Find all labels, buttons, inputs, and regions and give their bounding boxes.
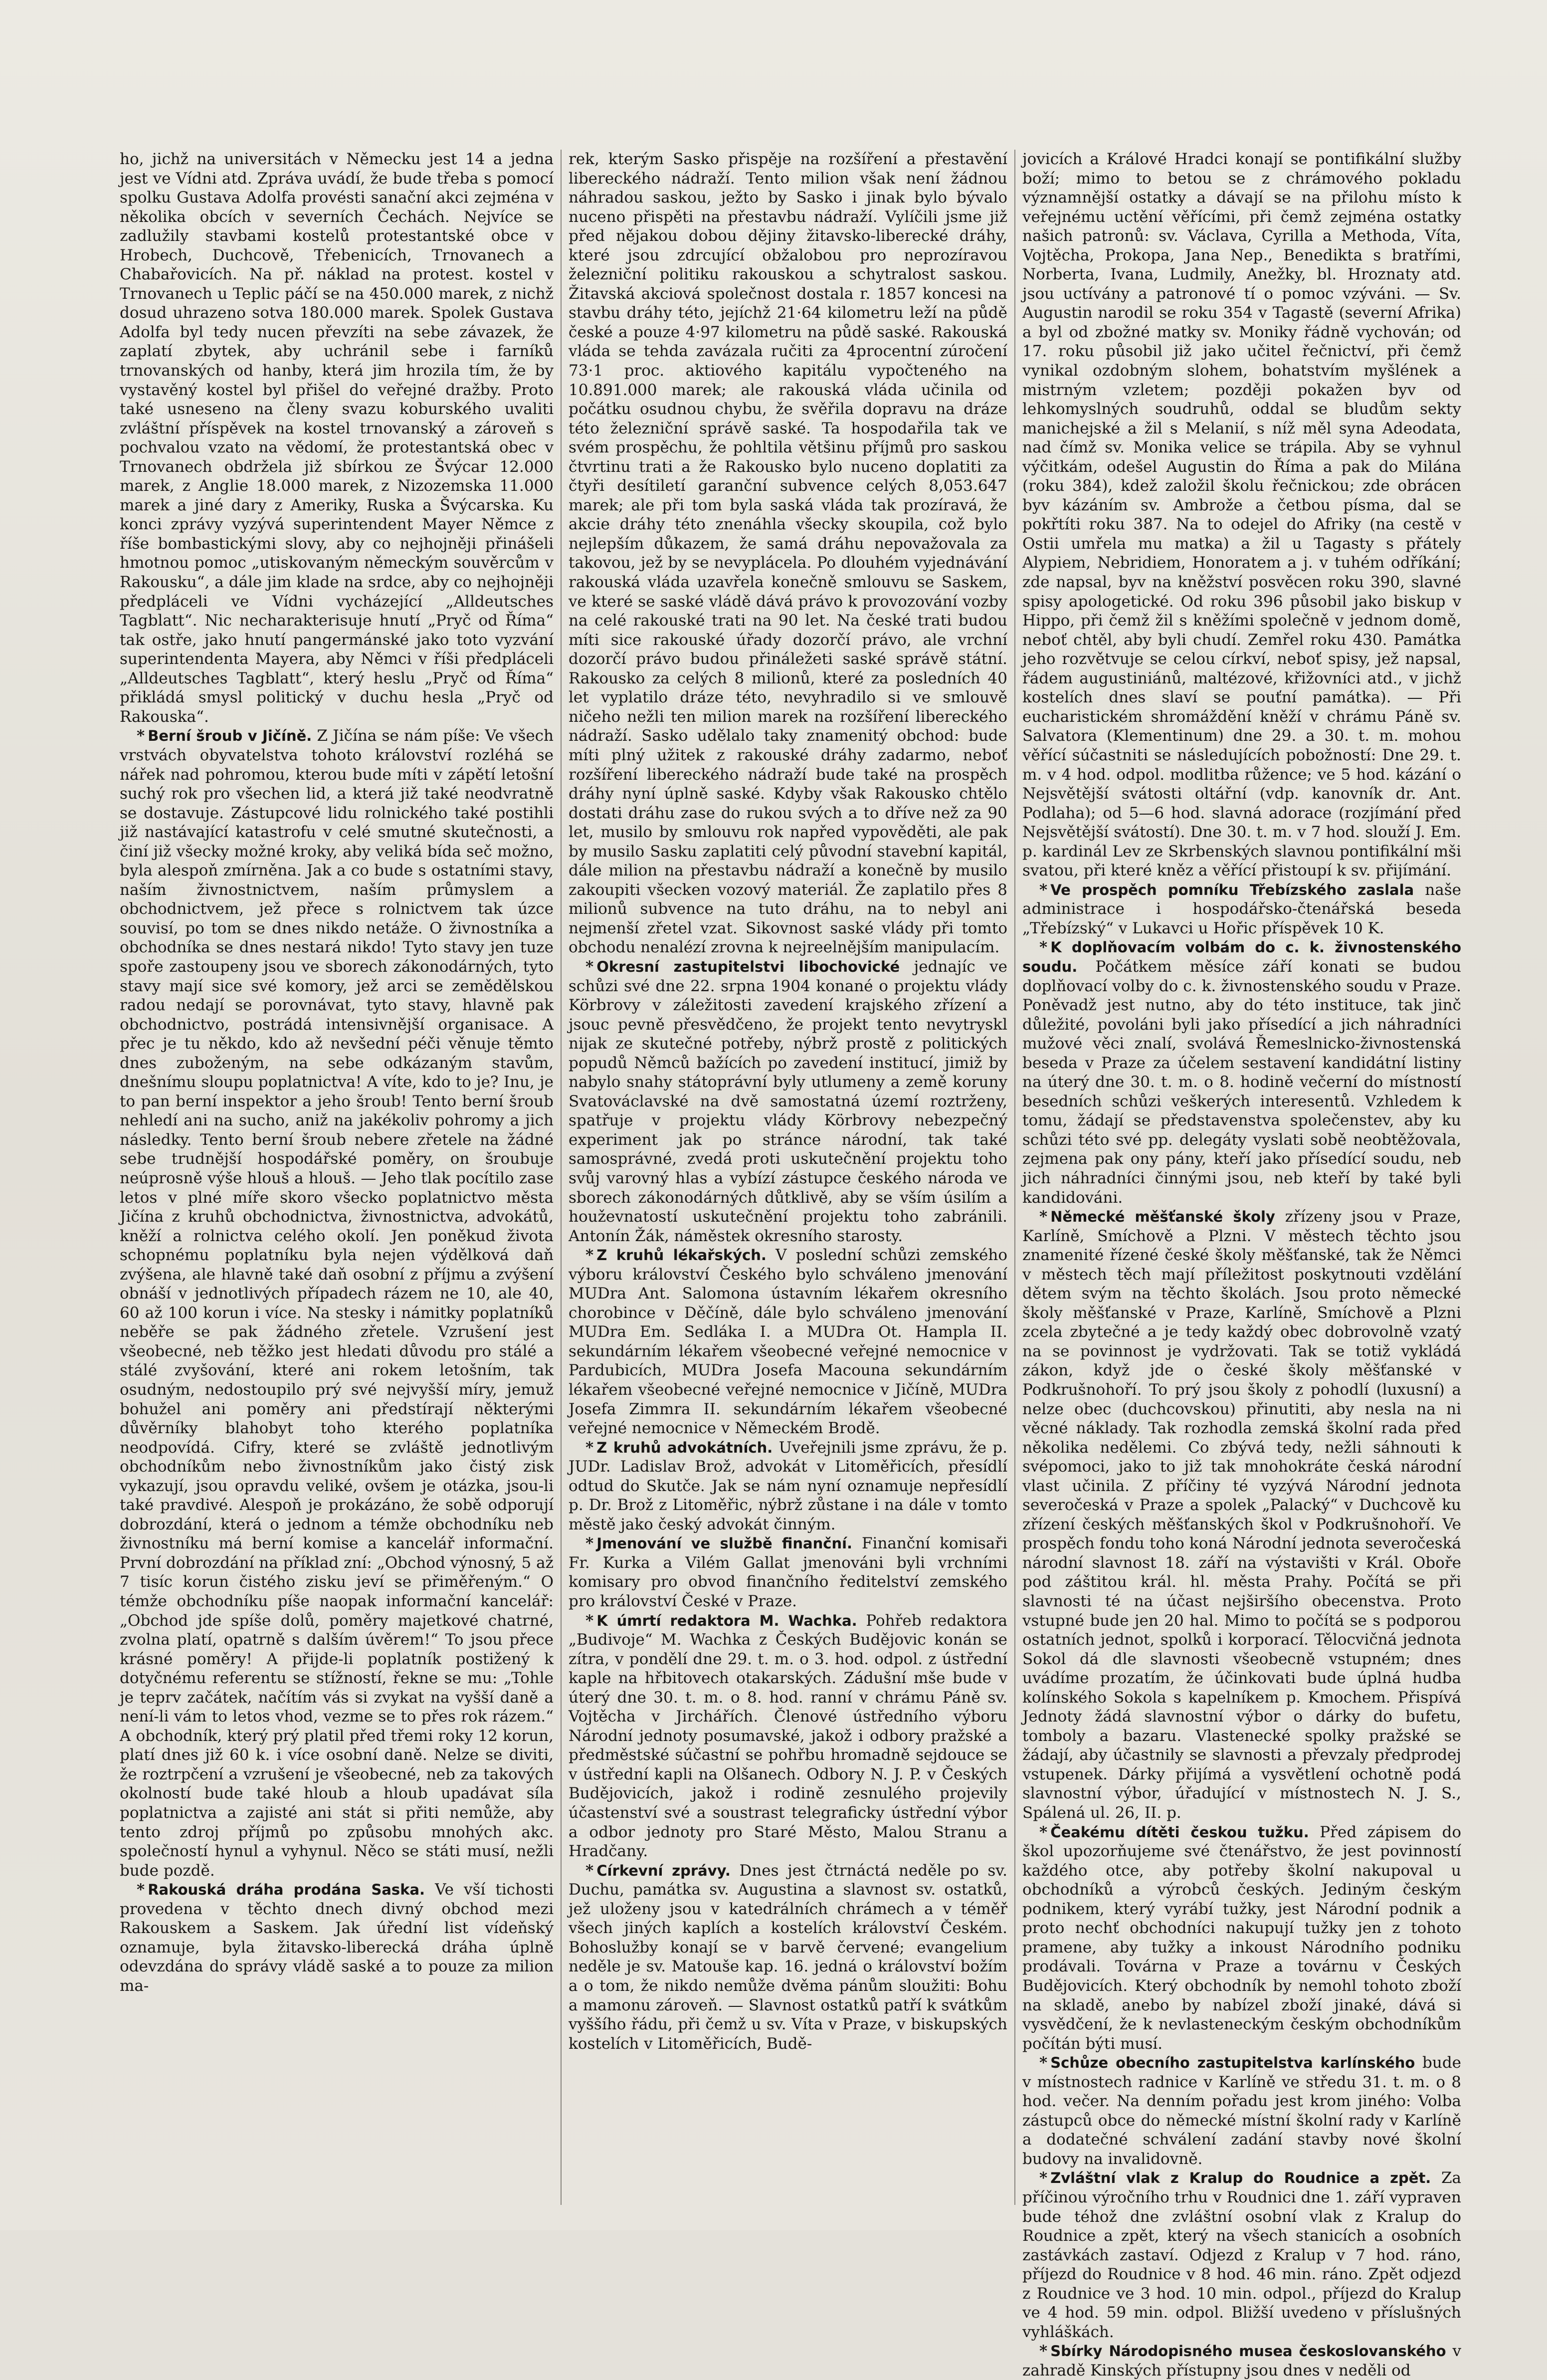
article-heading: Německé měšťanské školy [1050,1208,1275,1226]
article: * Schůze obecního zastupitelstva karlínského bude v místnostech radnice v Karlíně ve středu 31. t. m. o 8 hod. večer. Na denním pořadu jest krom jiného: Volba zástupců obce do německé místní školní rady v Karlíně a dodatečné schválení zadání stavby nové školní budovy na invalidovně. [1022,2054,1462,2168]
article: * Sbírky Národopisného musea českoslovanského v zahradě Kinských přístupny jsou dnes v neděli od [1022,2342,1462,2380]
article-body: jednajíc ve schůzi své dne 22. srpna 1904 konané o projektu vlády Körbrovy v záležitosti zavedení krajského zřízení a jsouc pevně přesvědčeno, že projekt tento nevytryskl nijak ze skutečné potřeby, nýbrž prostě z politických popudů Němců bažících po zavedení institucí, jimiž by nabylo snahy státoprávní byly utlumeny a země koruny Svatováclavské na dvě samostatná území roztrženy, spatřuje v projektu vlády Körbrovy nebezpečný experiment jak po stránce národní, tak také samosprávné, zvedá proti uskutečnění projektu toho svůj varovný hlas a vybízí zástupce českého národa ve sborech zákonodárných důtklivě, aby se vším úsilím a houževnatostí uskutečnění projektu toho zabránili. Antonín Žák, náměstek okresního starosty. [569,957,1007,1245]
column-rule [1014,150,1015,2205]
article: * Čeakému dítěti českou tužku. Před zápisem do škol upozorňujeme své čtenářstvo, že jest povinností každého otce, aby potřeby školní nakupoval u obchodníků a výrobců českých. Jediným českým podnikem, který vyrábí tužky, jest Národní podnik a proto nechť obchodníci nakupují tužky jen z tohoto pramene, aby tužky a inkoust Národního podniku prodávali. Továrna v Praze a továrnu v Českých Budějovicích. Který obchodník by nemohl tohoto zboží na skladě, anebo by nabízel zboží jinaké, dává si vysvědčení, že k nevlasteneckým českým obchodníkům počítán býti musí. [1022,1823,1461,2053]
article-heading: Zvláštní vlak z Kralup do Roudnice a zpět. [1050,2169,1431,2187]
article-body: Ve vší tichosti provedena v těchto dnech divný obchod mezi Rakouskem a Saskem. Jak úřední list vídeňský oznamuje, byla žitavsko-liberecká dráha úplně odevzdána do správy vládě saské a to pouze za milion ma- [120,1881,554,1995]
article-body: Finanční komisaři Fr. Kurka a Vilém Gallat jmenováni byli vrchními komisary pro obvod finančního ředitelství zemského pro království České v Praze. [569,1534,1007,1611]
article: * Okresní zastupitelstvi libochovické jednajíc ve schůzi své dne 22. srpna 1904 konané o projektu vlády Körbrovy v záležitosti zavedení krajského zřízení a jsouc pevně přesvědčeno, že projekt tento nevytryskl nijak ze skutečné potřeby, nýbrž prostě z politických popudů Němců bažících po zavedení institucí, jimiž by nabylo snahy státoprávní byly utlumeny a země koruny Svatováclavské na dvě samostatná území roztrženy, spatřuje v projektu vlády Körbrovy nebezpečný experiment jak po stránce národní, tak také samosprávné, zvedá proti uskutečnění projektu toho svůj varovný hlas a vybízí zástupce českého národa ve sborech zákonodárných důtklivě, aby se vším úsilím a houževnatostí uskutečnění projektu toho zabránili. Antonín Žák, náměstek okresního starosty. [569,957,1007,1245]
article-heading: Čeakému dítěti českou tužku. [1050,1823,1309,1841]
article-body: V poslední schůzi zemského výboru království Českého bylo schváleno jmenování MUDra Ant. Salomona ústavním lékařem okresního chorobince v Děčíně, dále bylo schváleno jmenování MUDra Em. Sedláka I. a MUDra Ot. Hampla II. sekundárním lékařem všeobecné veřejné nemocnice v Pardubicích, MUDra Josefa Macouna sekundárním lékařem všeobecné veřejné nemocnice v Jičíně, MUDra Josefa Zimmra II. sekundárním lékařem všeobecné veřejné nemocnice v Německém Brodě. [569,1246,1007,1438]
article: * Zvláštní vlak z Kralup do Roudnice a zpět. Za příčinou výročního trhu v Roudnici dne 1. září vypraven bude téhož dne zvláštní osobní vlak z Kralup do Roudnice a zpět, který na všech stanicích a osobních zastávkách zastaví. Odjezd z Kralup v 7 hod. ráno, příjezd do Roudnice v 8 hod. 46 min. ráno. Zpět odjezd z Roudnice ve 3 hod. 10 min. odpol., příjezd do Kralup ve 4 hod. 59 min. odpol. Bližší uvedeno v příslušných vyhláškách. [1022,2169,1461,2341]
column-1 [120,150,554,2210]
article: * Církevní zprávy. Dnes jest čtrnáctá neděle po sv. Duchu, památka sv. Augustina a slavnost sv. ostatků, jež uloženy jsou v katedrálních chrámech a v téměř všech jiných kaplích a kostelích království Českém. Bohoslužby konají se v barvě červené; evangelium neděle je sv. Matouše kap. 16. jedná o království božím a o tom, že nikdo nemůže dvěma pánům sloužiti: Bohu a mamonu zároveň. — Slavnost ostatků patří k svátkům vyššího řádu, při čemž u sv. Víta v Praze, v biskupských kostelích v Litoměřicích, Budě- [569,1861,1007,2053]
article-heading: K doplňovacím volbám do c. k. živnostenského soudu. [1022,939,1461,975]
column-3 [1022,150,1462,2380]
column-2 [569,150,1007,2210]
article-body: v zahradě Kinských přístupny jsou dnes v neděli od [1022,2342,1462,2380]
article-heading: K úmrtí redaktora M. Wachka. [596,1612,857,1629]
article-heading: Schůze obecního zastupitelstva karlínského [1050,2054,1415,2072]
article-heading: Z kruhů lékařských. [596,1247,767,1264]
article: * Berní šroub v Jičíně. Z Jičína se nám píše: Ve všech vrstvách obyvatelstva tohoto království rozléhá se nářek nad pohromou, kterou bude míti v zápětí letošní suchý rok pro všechen lid, a která již také neodvratně se dostavuje. Zástupcové lidu rolnického také postihli již nastávající katastrofu v celé smutné skutečnosti, a činí již všecky možné kroky, aby veliká bída seč možno, byla alespoň zmírněna. Jak a co bude s ostatními stavy, naším živnostnictvem, naším průmyslem a obchodnictvem, jež přece s rolnictvem tak úzce souvisí, po tom se dnes nikdo netáže. O živnostníka a obchodníka se dnes nestará nikdo! Tyto stavy jen tuze spoře zastoupeny jsou ve sborech zákonodárných, tyto stavy mají sice své komory, jež arci se zemědělskou radou nedají se porovnávat, tyto stavy, hlavně pak obchodnictvo, postrádá intensivnější organisace. A přec je tu někdo, kdo až nevšední péči věnuje těmto dnes zuboženým, na sebe odkázaným stavům, dnešnímu sloupu poplatnictva! A víte, kdo to je? Inu, je to pan berní inspektor a jeho šroub! Tento berní šroub nehledí ani na sucho, aniž na jakékoliv pohromy a jich následky. Tento berní šroub nebere zřetele na žádné sebe trudnější hospodářské poměry, on šroubuje neúprosně výše hlouš a hlouš. — Jeho tlak pocítilo zase letos v plné míře skoro všecko poplatnictvo města Jičína z kruhů obchodnictva, živnostnictva, advokátů, kněží a rolnictva celého okolí. Jen poněkud života schopnému poplatníku byla nejen výdělková daň zvýšena, ale hlavně také daň osobní z příjmu a zvýšení obnáší v jednotlivých případech rázem ne 10, ale 40, 60 až 100 korun i více. Na stesky i námitky poplatníků neběře se pak žádného zřetele. Vzrušení jest všeobecné, neb těžko jest hledati důvodu pro stálé a stálé zvyšování, které ani rokem letošním, tak osudným, nedostoupilo prý své nejvyšší míry, jemuž bohužel ani poměry ani předstírají některými důvěrníky blahobyt toho kterého poplatníka neodpovídá. Cifry, které se zvláště jednotlivým obchodníkům nebo živnostníkům jako čistý zisk vykazují, jsou opravdu veliké, ovšem je otázka, jsou-li také pravdivé. Alespoň je prokázáno, že sobě odporují dobrozdání, která o jednom a témže obchodníku neb živnostníku má berní komise a kancelář informační. První dobrozdání na příklad zní: „Obchod výnosný, 5 až 7 tisíc korun čistého zisku jeví se přiměřeným.“ O témže obchodníku píše naopak informační kancelář: „Obchod jde spíše dolů, poměry majetkové chatrné, zvolna platí, opatrně s dalším úvěrem!“ To jsou přece krásné poměry! A přijde-li poplatník postižený k dotyčnému referentu se stížností, řekne se mu: „Tohle je teprv začátek, načítím vás si zvykat na vyšší daně a není-li vám to letos vhod, vezme se to přes rok rázem.“ A obchodník, který prý platil před třemi roky 12 korun, platí dnes již 60 k. i více osobní daně. Nelze se diviti, že roztrpčení a vzrušení je všeobecné, neb za takových okolností bude také hloub a hloub upadávat síla poplatnictva a zajisté ani stát si přiti nemůže, aby tento zdroj příjmů po způsobu mnohých akc. společností hynul a vyhynul. Něco se státi musí, nežli bude pozdě. [120,727,554,1880]
article-body: zřízeny jsou v Praze, Karlíně, Smíchově a Plzni. V městech těchto jsou znamenité řízené české školy měšťanské, tak že Němci v městech těch mají příležitost poskytnouti vzdělání dětem svým na těchto školách. Jsou proto německé školy měšťanské v Praze, Karlíně, Smíchově a Plzni zcela zbytečné a je tedy každý obec dobrovolně vzatý na se povinnost je vydržovati. Tak se totiž vykládá zákon, když jde o české školy měšťanské v Podkrušnohoří. To prý jsou školy z pohodlí (luxusní) a nelze obec (duchcovskou) přinutiti, aby nesla na ni věcné náklady. Tak rozhodla zemská školní rada před několika nedělemi. Co zbývá tedy, nežli sáhnouti k svépomoci, jako to již tak mnohokráte česká národní vlast učinila. Z příčiny té vyzývá Národní jednota severočeská v Praze a spolek „Palacký“ v Duchcově ku zřízení českých měšťanských škol v Podkrušnohoří. Ve prospěch fondu toho koná Národní jednota severočeská národní slavnost 18. září na výstavišti v Král. Oboře pod záštitou král. hl. města Prahy. Počítá se při slavnosti té na účast nejširšího obecenstva. Proto vstupné bude jen 20 hal. Mimo to počítá se s podporou ostatních jednot, spolků i korporací. Tělocvičná jednota Sokol dá dle slavnosti všeobecně vstupném; dnes uvádíme prozatím, že účinkovati bude úplná hudba kolínského Sokola s kapelníkem p. Kmochem. Přispívá Jednoty žádá slavnostní výbor o dárky do bufetu, tomboly a bazaru. Vlastenecké spolky pražské se žádají, aby účastnily se slavnosti a převzaly předprodej vstupenek. Dárky přijímá a vysvětlení ochotně podá slavnostní výbor, úřadující v místnostech N. J. S., Spálená ul. 26, II. p. [1022,1208,1461,1822]
article-continuation: rek, kterým Sasko přispěje na rozšíření a přestavění libereckého nádraží. Tento milion však není žádnou náhradou saskou, ježto by Sasko i jinak bylo bývalo nuceno přispěti na přestavbu nádraží. Vylíčili jsme již před nějakou dobou dějiny žitavsko-liberecké dráhy, které jsou zdrcující obžalobou pro neprozíravou železniční politiku rakouskou a schytralost saskou. Žitavská akciová společnost dostala r. 1857 koncesi na stavbu dráhy této, jejíchž 21·64 kilometru leží na půdě české a pouze 4·97 kilometru na půdě saské. Rakouská vláda se tehda zavázala ručiti za 4procentní zúročení 73·1 proc. aktiového kapitálu vypočteného na 10.891.000 marek; ale rakouská vláda učinila od počátku osudnou chybu, že svěřila dopravu na dráze této železniční správě saské. Ta hospodařila tak ve svém prospěchu, že pohltila většinu příjmů pro saskou čtvrtinu trati a že Rakousko bylo nuceno doplatiti za čtyři desítiletí garanční subvence celých 8,053.647 marek; ale při tom byla saská vláda tak prozíravá, že akcie dráhy této znenáhla všecky skoupila, což bylo nejlepším důkazem, že samá dráhu nepovažovala za takovou, jež by se nevyplácela. Po dlouhém vyjednávání rakouská vláda uzavřela konečně smlouvu se Saskem, ve které se saské vládě dává právo k provozování vozby na celé rakouské trati na 90 let. Na české trati budou míti sice rakouské úřady dozorčí právo, ale vrchní dozorčí právo budou přináležeti saské správě státní. Rakousko za celých 8 milionů, které za posledních 40 let vyplatilo dráze této, nevyhradilo si ve smlouvě ničeho nežli ten milion marek na rozšíření libereckého nádraží. Sasko udělalo taky znamenitý obchod: bude míti plný užitek z rakouské dráhy zadarmo, neboť rozšíření libereckého nádraží bude také na prospěch dráhy nyní úplně saské. Kdyby však Rakousko chtělo dostati dráhu zase do rukou svých a to dříve než za 90 let, musilo by smlouvu rok napřed vypověděti, ale pak by musilo Sasku zaplatiti celý původní stavební kapitál, dále milion na přestavbu nádraží a konečně by musilo zakoupiti všecken vozový materiál. Že zaplatilo přes 8 milionů subvence na tuto dráhu, na to nebyl ani nejmenší zřetel vzat. Sikovnost saské vlády při tomto obchodu nenalézí zrovna k nejreelnějším manipulacím. [569,150,1007,957]
article: * Rakouská dráha prodána Saska. Ve vší tichosti provedena v těchto dnech divný obchod mezi Rakouskem a Saskem. Jak úřední list vídeňský oznamuje, byla žitavsko-liberecká dráha úplně odevzdána do správy vládě saské a to pouze za milion ma- [120,1881,554,1995]
article: * Německé měšťanské školy zřízeny jsou v Praze, Karlíně, Smíchově a Plzni. V městech těchto jsou znamenité řízené české školy měšťanské, tak že Němci v městech těch mají příležitost poskytnouti vzdělání dětem svým na těchto školách. Jsou proto německé školy měšťanské v Praze, Karlíně, Smíchově a Plzni zcela zbytečné a je tedy každý obec dobrovolně vzatý na se povinnost je vydržovati. Tak se totiž vykládá zákon, když jde o české školy měšťanské v Podkrušnohoří. To prý jsou školy z pohodlí (luxusní) a nelze obec (duchcovskou) přinutiti, aby nesla na ni věcné náklady. Tak rozhodla zemská školní rada před několika nedělemi. Co zbývá tedy, nežli sáhnouti k svépomoci, jako to již tak mnohokráte česká národní vlast učinila. Z příčiny té vyzývá Národní jednota severočeská v Praze a spolek „Palacký“ v Duchcově ku zřízení českých měšťanských škol v Podkrušnohoří. Ve prospěch fondu toho koná Národní jednota severočeská národní slavnost 18. září na výstavišti v Král. Oboře pod záštitou král. hl. města Prahy. Počítá se při slavnosti té na účast nejširšího obecenstva. Proto vstupné bude jen 20 hal. Mimo to počítá se s podporou ostatních jednot, spolků i korporací. Tělocvičná jednota Sokol dá dle slavnosti všeobecně vstupném; dnes uvádíme prozatím, že účinkovati bude úplná hudba kolínského Sokola s kapelníkem p. Kmochem. Přispívá Jednoty žádá slavnostní výbor o dárky do bufetu, tomboly a bazaru. Vlastenecké spolky pražské se žádají, aby účastnily se slavnosti a převzaly předprodej vstupenek. Dárky přijímá a vysvětlení ochotně podá slavnostní výbor, úřadující v místnostech N. J. S., Spálená ul. 26, II. p. [1022,1208,1461,1822]
article-body: Dnes jest čtrnáctá neděle po sv. Duchu, památka sv. Augustina a slavnost sv. ostatků, jež uloženy jsou v katedrálních chrámech a v téměř všech jiných kaplích a kostelích království Českém. Bohoslužby konají se v barvě červené; evangelium neděle je sv. Matouše kap. 16. jedná o království božím a o tom, že nikdo nemůže dvěma pánům sloužiti: Bohu a mamonu zároveň. — Slavnost ostatků patří k svátkům vyššího řádu, při čemž u sv. Víta v Praze, v biskupských kostelích v Litoměřicích, Budě- [569,1861,1007,2053]
article-heading: Z kruhů advokátních. [596,1439,773,1456]
article: * Z kruhů advokátních. Uveřejnili jsme zprávu, že p. JUDr. Ladislav Brož, advokát v Litoměřicích, přesídlí odtud do Skutče. Jak se nám nyní oznamuje nepřesídlí p. Dr. Brož z Litoměřic, nýbrž zůstane i na dále v tomto městě jako český advokát činným. [569,1438,1007,1533]
article-continuation: jovicích a Králové Hradci konají se pontifikální služby boží; mimo to betou se z chrámového pokladu významnější ostatky a dávají se na přilohu místo k veřejnému uctění věřícími, při čemž zejména ostatky našich patronů: sv. Václava, Cyrilla a Methoda, Víta, Vojtěcha, Prokopa, Jana Nep., Benedikta s bratřími, Norberta, Ivana, Ludmily, Anežky, bl. Hroznaty atd. jsou uctívány a patronové tí o pomoc vzýváni. — Sv. Augustin narodil se roku 354 v Tagastě (severní Afrika) a byl od zbožné matky sv. Moniky řádně vychován; od 17. roku působil již jako učitel řečnictví, při čemž vynikal ozdobným slohem, bohatstvím myšlének a mistrným vzletem; později pokažen byv od lehkomyslných soudruhů, oddal se bludům sekty manichejské a žil s Melanií, s níž měl syna Adeodata, nad čímž sv. Monika velice se trápila. Aby se vyhnul výčitkám, odešel Augustin do Říma a pak do Milána (roku 384), kdež založil školu řečnickou; zde obrácen byv kázáním sv. Ambrože a četbou písma, dal se pokřtíti roku 387. Na to odejel do Afriky (na cestě v Ostii umřela mu matka) a žil u Tagasty s přátely Alypiem, Nebridiem, Honoratem a j. v tuhém odříkání; zde napsal, byv na kněžství posvěcen roku 390, slavné spisy apologetické. Od roku 396 působil jako biskup v Hippo, při čemž žil s kněžími společně v jednom domě, neboť chtěl, aby byli chudí. Zemřel roku 430. Památka jeho rozvětvuje se celou církví, neboť spisy, jež napsal, řádem augustiniánů, maltézové, křižovníci atd., v jichž kostelích dnes slaví se pouťní památka). — Při eucharistickém shromáždění kněží v chrámu Páně sv. Salvatora (Klementinum) dne 29. a 30. t. m. mohou věřící súčastniti se následujících pobožností: Dne 29. t. m. v 4 hod. odpol. modlitba růžence; ve 5 hod. kázání o Nejsvětější svátosti oltářní (vdp. kanovník dr. Ant. Podlaha); od 5—6 hod. slavná adorace (rozjímání před Nejsvětější svátostí). Dne 30. t. m. v 7 hod. slouží J. Em. p. kardinál Lev ze Skrbenských slavnou pontifikální mši svatou, při které kněz a věřící přistoupí k sv. přijímání. [1022,150,1461,880]
article: * K úmrtí redaktora M. Wachka. Pohřeb redaktora „Budivoje“ M. Wachka z Českých Budějovic konán se zítra, v pondělí dne 29. t. m. o 3. hod. odpol. z ústřední kaple na hřbitovech otakarských. Zádušní mše bude v úterý dne 30. t. m. o 8. hod. ranní v chrámu Páně sv. Vojtěcha v Jirchářích. Členové ústředního výboru Národní jednoty posumavské, jakož i odbory pražské a předměstské súčastní se pohřbu hromadně sejdouce se v ústřední kapli na Olšanech. Odbory N. J. P. v Českých Budějovicích, jakož i rodině zesnulého projevily účastenství své a soustrast telegraficky ústřední výbor a odbor jednoty pro Staré Město, Malou Stranu a Hradčany. [569,1611,1007,1861]
article-heading: Rakouská dráha prodána Saska. [148,1881,425,1899]
article: * Jmenování ve službě finanční. Finanční komisaři Fr. Kurka a Vilém Gallat jmenováni byli vrchními komisary pro obvod finančního ředitelství zemského pro království České v Praze. [569,1534,1007,1611]
article-heading: Okresní zastupitelstvi libochovické [596,958,900,975]
article-heading: Jmenování ve službě finanční. [596,1535,853,1552]
article-body: naše administrace i hospodářsko-čtenářská beseda „Třebízský“ v Lukavci u Hořic příspěvek 10 K. [1022,880,1461,937]
article-body: Před zápisem do škol upozorňujeme své čtenářstvo, že jest povinností každého otce, aby potřeby školní nakupoval u obchodníků a výrobců českých. Jediným českým podnikem, který vyrábí tužky, jest Národní podnik a proto nechť obchodníci nakupují tužky jen z tohoto pramene, aby tužky a inkoust Národního podniku prodávali. Továrna v Praze a továrnu v Českých Budějovicích. Který obchodník by nemohl tohoto zboží na skladě, anebo by nabízel zboží jinaké, dává si vysvědčení, že k nevlasteneckým českým obchodníkům počítán býti musí. [1022,1823,1461,2053]
article-continuation: ho, jichž na universitách v Německu jest 14 a jedna jest ve Vídni atd. Zpráva uvádí, že bude třeba s pomocí spolku Gustava Adolfa provésti sanační akci zejména v několika obcích v severních Čechách. Nejvíce se zadlužily stavbami kostelů protestantské obce v Hrobech, Duchcově, Třebenicích, Trnovanech a Chabařovicích. Na př. náklad na protest. kostel v Trnovanech u Teplic páčí se na 450.000 marek, z nichž dosud uhrazeno sotva 180.000 marek. Spolek Gustava Adolfa byl tedy nucen převzíti na sebe závazek, že zaplatí zbytek, aby uchránil sebe i farníků trnovanských od hanby, která jim hrozila tím, že by vystavěný kostel byl přišel do veřejné dražby. Proto také usneseno na členy svazu koburského uvaliti zvláštní příspěvek na kostel trnovanský a zároveň s pochvalou vzato na vědomí, že protestantská obec v Trnovanech obdržela již sbírkou ze Švýcar 12.000 marek, z Anglie 18.000 marek, z Nizozemska 11.000 marek a jiné dary z Ameriky, Ruska a Švýcarska. Ku konci zprávy vyzývá superintendent Mayer Němce z říše bombastickými slovy, aby co nejhojněji přinášeli hmotnou pomoc „utiskovaným německým souvěrcům v Rakousku“, a dále jim klade na srdce, aby co nejhojněji předpláceli ve Vídni vycházející „Alldeutsches Tagblatt“. Nic necharakterisuje hnutí „Pryč od Říma“ tak ostře, jako hnutí pangermánské jako toto vyzvání superintendenta Mayera, aby Němci v říši předpláceli „Alldeutsches Tagblatt“, který heslu „Pryč od Říma“ přikládá smysl politický v duchu hesla „Pryč od Rakouska“. [120,150,554,726]
article-heading: Berní šroub v Jičíně. [148,727,312,745]
article-body: Počátkem měsíce září konati se budou doplňovací volby do c. k. živnostenského soudu v Praze. Poněvadž jest nutno, aby do této instituce, tak jinč důležité, povoláni byli jako přísedící a jich náhradníci mužové věci znalí, svolává Řemeslnicko-živnostenská beseda v Praze za účelem sestavení kandidátní listiny na úterý dne 30. t. m. o 8. hodině večerní do místností besedních schůzi veškerých interesentů. Vzhledem k tomu, žádají se představenstva společenstev, aby ku schůzi této své pp. delegáty vyslati sobě neobtěžovala, zejmena pak ony pány, kteří jako přísedící soudu, neb jich náhradníci činnými jsou, neb kteří by také byli kandidováni. [1022,957,1461,1207]
article-body: Pohřeb redaktora „Budivoje“ M. Wachka z Českých Budějovic konán se zítra, v pondělí dne 29. t. m. o 3. hod. odpol. z ústřední kaple na hřbitovech otakarských. Zádušní mše bude v úterý dne 30. t. m. o 8. hod. ranní v chrámu Páně sv. Vojtěcha v Jirchářích. Členové ústředního výboru Národní jednoty posumavské, jakož i odbory pražské a předměstské súčastní se pohřbu hromadně sejdouce se v ústřední kapli na Olšanech. Odbory N. J. P. v Českých Budějovicích, jakož i rodině zesnulého projevily účastenství své a soustrast telegraficky ústřední výbor a odbor jednoty pro Staré Město, Malou Stranu a Hradčany. [569,1611,1007,1861]
article-body: bude v místnostech radnice v Karlíně ve středu 31. t. m. o 8 hod. večer. Na denním pořadu jest krom jiného: Volba zástupců obce do německé místní školní rady v Karlíně a dodatečné schválení zadání stavby nové školní budovy na invalidovně. [1022,2054,1462,2168]
article-body: Uveřejnili jsme zprávu, že p. JUDr. Ladislav Brož, advokát v Litoměřicích, přesídlí odtud do Skutče. Jak se nám nyní oznamuje nepřesídlí p. Dr. Brož z Litoměřic, nýbrž zůstane i na dále v tomto městě jako český advokát činným. [569,1438,1007,1533]
article: * K doplňovacím volbám do c. k. živnostenského soudu. Počátkem měsíce září konati se budou doplňovací volby do c. k. živnostenského soudu v Praze. Poněvadž jest nutno, aby do této instituce, tak jinč důležité, povoláni byli jako přísedící a jich náhradníci mužové věci znalí, svolává Řemeslnicko-živnostenská beseda v Praze za účelem sestavení kandidátní listiny na úterý dne 30. t. m. o 8. hodině večerní do místností besedních schůzi veškerých interesentů. Vzhledem k tomu, žádají se představenstva společenstev, aby ku schůzi této své pp. delegáty vyslati sobě neobtěžovala, zejmena pak ony pány, kteří jako přísedící soudu, neb jich náhradníci činnými jsou, neb kteří by také byli kandidováni. [1022,938,1461,1207]
column-rule [561,150,562,2205]
article: * Ve prospěch pomníku Třebízského zaslala naše administrace i hospodářsko-čtenářská beseda „Třebízský“ v Lukavci u Hořic příspěvek 10 K. [1022,880,1461,937]
article: * Z kruhů lékařských. V poslední schůzi zemského výboru království Českého bylo schváleno jmenování MUDra Ant. Salomona ústavním lékařem okresního chorobince v Děčíně, dále bylo schváleno jmenování MUDra Em. Sedláka I. a MUDra Ot. Hampla II. sekundárním lékařem všeobecné veřejné nemocnice v Pardubicích, MUDra Josefa Macouna sekundárním lékařem všeobecné veřejné nemocnice v Jičíně, MUDra Josefa Zimmra II. sekundárním lékařem všeobecné veřejné nemocnice v Německém Brodě. [569,1246,1007,1438]
article-heading: Ve prospěch pomníku Třebízského zaslala [1050,881,1414,898]
article-body: Z Jičína se nám píše: Ve všech vrstvách obyvatelstva tohoto království rozléhá se nářek nad pohromou, kterou bude míti v zápětí letošní suchý rok pro všechen lid, a která již také neodvratně se dostavuje. Zástupcové lidu rolnického také postihli již nastávající katastrofu v celé smutné skutečnosti, a činí již všecky možné kroky, aby veliká bída seč možno, byla alespoň zmírněna. Jak a co bude s ostatními stavy, naším živnostnictvem, naším průmyslem a obchodnictvem, jež přece s rolnictvem tak úzce souvisí, po tom se dnes nikdo netáže. O živnostníka a obchodníka se dnes nestará nikdo! Tyto stavy jen tuze spoře zastoupeny jsou ve sborech zákonodárných, tyto stavy mají sice své komory, jež arci se zemědělskou radou nedají se porovnávat, tyto stavy, hlavně pak obchodnictvo, postrádá intensivnější organisace. A přec je tu někdo, kdo až nevšední péči věnuje těmto dnes zuboženým, na sebe odkázaným stavům, dnešnímu sloupu poplatnictva! A víte, kdo to je? Inu, je to pan berní inspektor a jeho šroub! Tento berní šroub nehledí ani na sucho, aniž na jakékoliv pohromy a jich následky. Tento berní šroub nebere zřetele na žádné sebe trudnější hospodářské poměry, on šroubuje neúprosně výše hlouš a hlouš. — Jeho tlak pocítilo zase letos v plné míře skoro všecko poplatnictvo města Jičína z kruhů obchodnictva, živnostnictva, advokátů, kněží a rolnictva celého okolí. Jen poněkud života schopnému poplatníku byla nejen výdělková daň zvýšena, ale hlavně také daň osobní z příjmu a zvýšení obnáší v jednotlivých případech rázem ne 10, ale 40, 60 až 100 korun i více. Na stesky i námitky poplatníků neběře se pak žádného zřetele. Vzrušení jest všeobecné, neb těžko jest hledati důvodu pro stálé a stálé zvyšování, které ani rokem letošním, tak osudným, nedostoupilo prý své nejvyšší míry, jemuž bohužel ani poměry ani předstírají některými důvěrníky blahobyt toho kterého poplatníka neodpovídá. Cifry, které se zvláště jednotlivým obchodníkům nebo živnostníkům jako čistý zisk vykazují, jsou opravdu veliké, ovšem je otázka, jsou-li také pravdivé. Alespoň je prokázáno, že sobě odporují dobrozdání, která o jednom a témže obchodníku neb živnostníku má berní komise a kancelář informační. První dobrozdání na příklad zní: „Obchod výnosný, 5 až 7 tisíc korun čistého zisku jeví se přiměřeným.“ O témže obchodníku píše naopak informační kancelář: „Obchod jde spíše dolů, poměry majetkové chatrné, zvolna platí, opatrně s dalším úvěrem!“ To jsou přece krásné poměry! A přijde-li poplatník postižený k dotyčnému referentu se stížností, řekne se mu: „Tohle je teprv začátek, načítím vás si zvykat na vyšší daně a není-li vám to letos vhod, vezme se to přes rok rázem.“ A obchodník, který prý platil před třemi roky 12 korun, platí dnes již 60 k. i více osobní daně. Nelze se diviti, že roztrpčení a vzrušení je všeobecné, neb za takových okolností bude také hloub a hloub upadávat síla poplatnictva a zajisté ani stát si přiti nemůže, aby tento zdroj příjmů po způsobu mnohých akc. společností hynul a vyhynul. Něco se státi musí, nežli bude pozdě. [120,727,554,1880]
article-heading: Sbírky Národopisného musea českoslovanského [1050,2343,1446,2360]
article-heading: Církevní zprávy. [596,1862,731,1879]
article-body: Za příčinou výročního trhu v Roudnici dne 1. září vypraven bude téhož dne zvláštní osobní vlak z Kralup do Roudnice a zpět, který na všech stanicích a osobních zastávkách zastaví. Odjezd z Kralup v 7 hod. ráno, příjezd do Roudnice v 8 hod. 46 min. ráno. Zpět odjezd z Roudnice ve 3 hod. 10 min. odpol., příjezd do Kralup ve 4 hod. 59 min. odpol. Bližší uvedeno v příslušných vyhláškách. [1022,2169,1461,2341]
